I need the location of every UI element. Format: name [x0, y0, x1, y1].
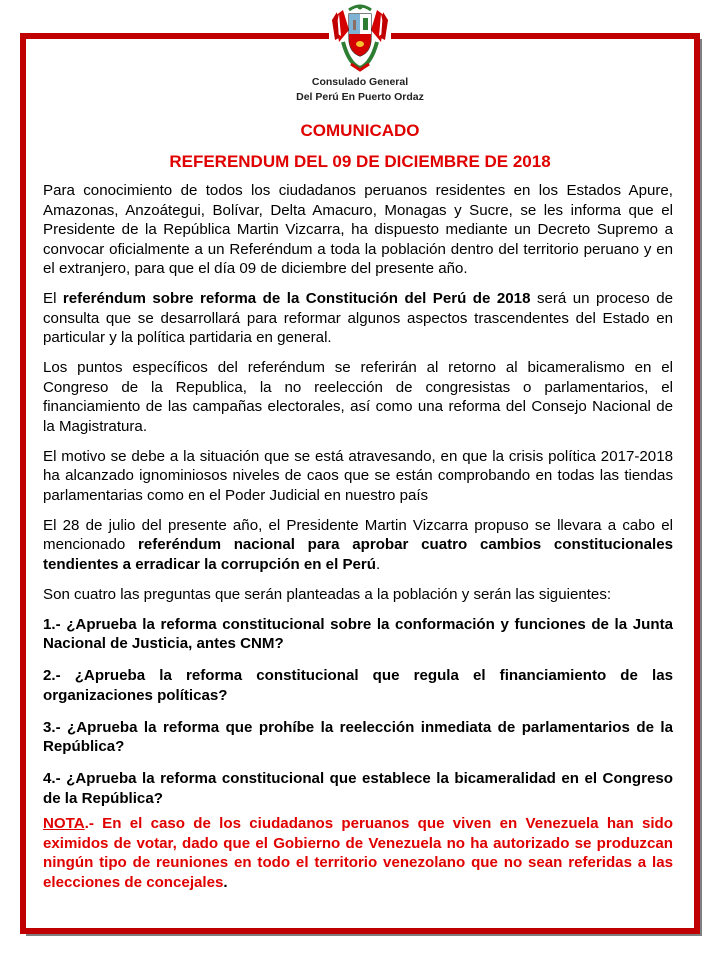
- consulate-heading: [0, 75, 720, 105]
- consulate-line-1: Consulado General: [311, 76, 409, 88]
- question-2: 2.- ¿Aprueba la reforma constitucional que regula el financiamiento de las organizaciones políticas?: [43, 667, 673, 704]
- question-3: 3.- ¿Aprueba la reforma que prohíbe la reelección inmediata de parlamentarios de la República?: [43, 718, 673, 755]
- paragraph-referendum-bold: referéndum sobre reforma de la Constitución del Perú de 2018: [62, 290, 531, 307]
- document-subtitle: REFERENDUM DEL 09 DE DICIEMBRE DE 2018: [169, 152, 551, 171]
- consulate-line-2: Del Perú En Puerto Ordaz: [296, 91, 424, 103]
- question-4: 4.- ¿Aprueba la reforma constitucional que establece la bicameralidad en el Congreso de la República?: [43, 770, 673, 807]
- note-end: .: [223, 873, 228, 891]
- document-title: COMUNICADO: [300, 121, 420, 140]
- document-body: [43, 181, 673, 903]
- peru-coat-of-arms-icon: [329, 2, 391, 74]
- note-text: .- En el caso de los ciudadanos peruanos que viven en Venezuela han sido eximidos de votar, dado que el Gobierno de Venezuela no ha autorizado se produzcan ningún tipo de reuniones en todo el territorio venezolano que no sean referidas a las elecciones de concejales: [43, 815, 673, 891]
- question-1: 1.- ¿Aprueba la reforma constitucional sobre la conformación y funciones de la Junta Nacional de Justicia, antes CNM?: [43, 615, 673, 652]
- note-label: NOTA: [43, 815, 85, 832]
- paragraph-referendum-end: será un proceso de consulta que se desarrollará para reformar algunos aspectos trascendentes del Estado en particular y la política partidaria en general.: [43, 290, 673, 346]
- paragraph-proposal: [43, 516, 673, 575]
- paragraph-proposal-bold: referéndum nacional para aprobar cuatro cambios constitucionales tendientes a erradicar la corrupción en el Perú: [43, 536, 673, 573]
- paragraph-referendum-start: El: [43, 290, 63, 307]
- paragraph-proposal-end: .: [376, 555, 381, 573]
- paragraph-points: Los puntos específicos del referéndum se referirán al retorno al bicameralismo en el Congreso de la Republica, la no reelección de congresistas o parlamentarios, el financiamiento de las campañas electorales, así como una reforma del Consejo Nacional de la Magistratura.: [43, 359, 673, 435]
- paragraph-intro: Para conocimiento de todos los ciudadanos peruanos residentes en los Estados Apure, Amazonas, Anzoátegui, Bolívar, Delta Amacuro, Monagas y Sucre, se les informa que el Presidente de la República Martin Vizcarra, ha dispuesto mediante un Decreto Supremo a convocar oficialmente a un Referéndum a toda la población dentro del territorio peruano y en el extranjero, para que el día 09 de diciembre del presente año.: [43, 182, 673, 277]
- note-paragraph: [43, 814, 673, 892]
- paragraph-referendum: [43, 289, 673, 348]
- paragraph-questions-intro: Son cuatro las preguntas que serán planteadas a la población y serán las siguientes:: [43, 585, 612, 603]
- paragraph-proposal-start: El 28 de julio del presente año, el Presidente Martin Vizcarra propuso se llevara a cabo el mencionado: [43, 516, 673, 553]
- paragraph-motive: El motivo se debe a la situación que se está atravesando, en que la crisis política 2017-2018 ha alcanzado ignominiosos niveles de caos que se están comprobando en todas las tiendas parlamentarias como en el Poder Judicial en nuestro país: [43, 447, 673, 504]
